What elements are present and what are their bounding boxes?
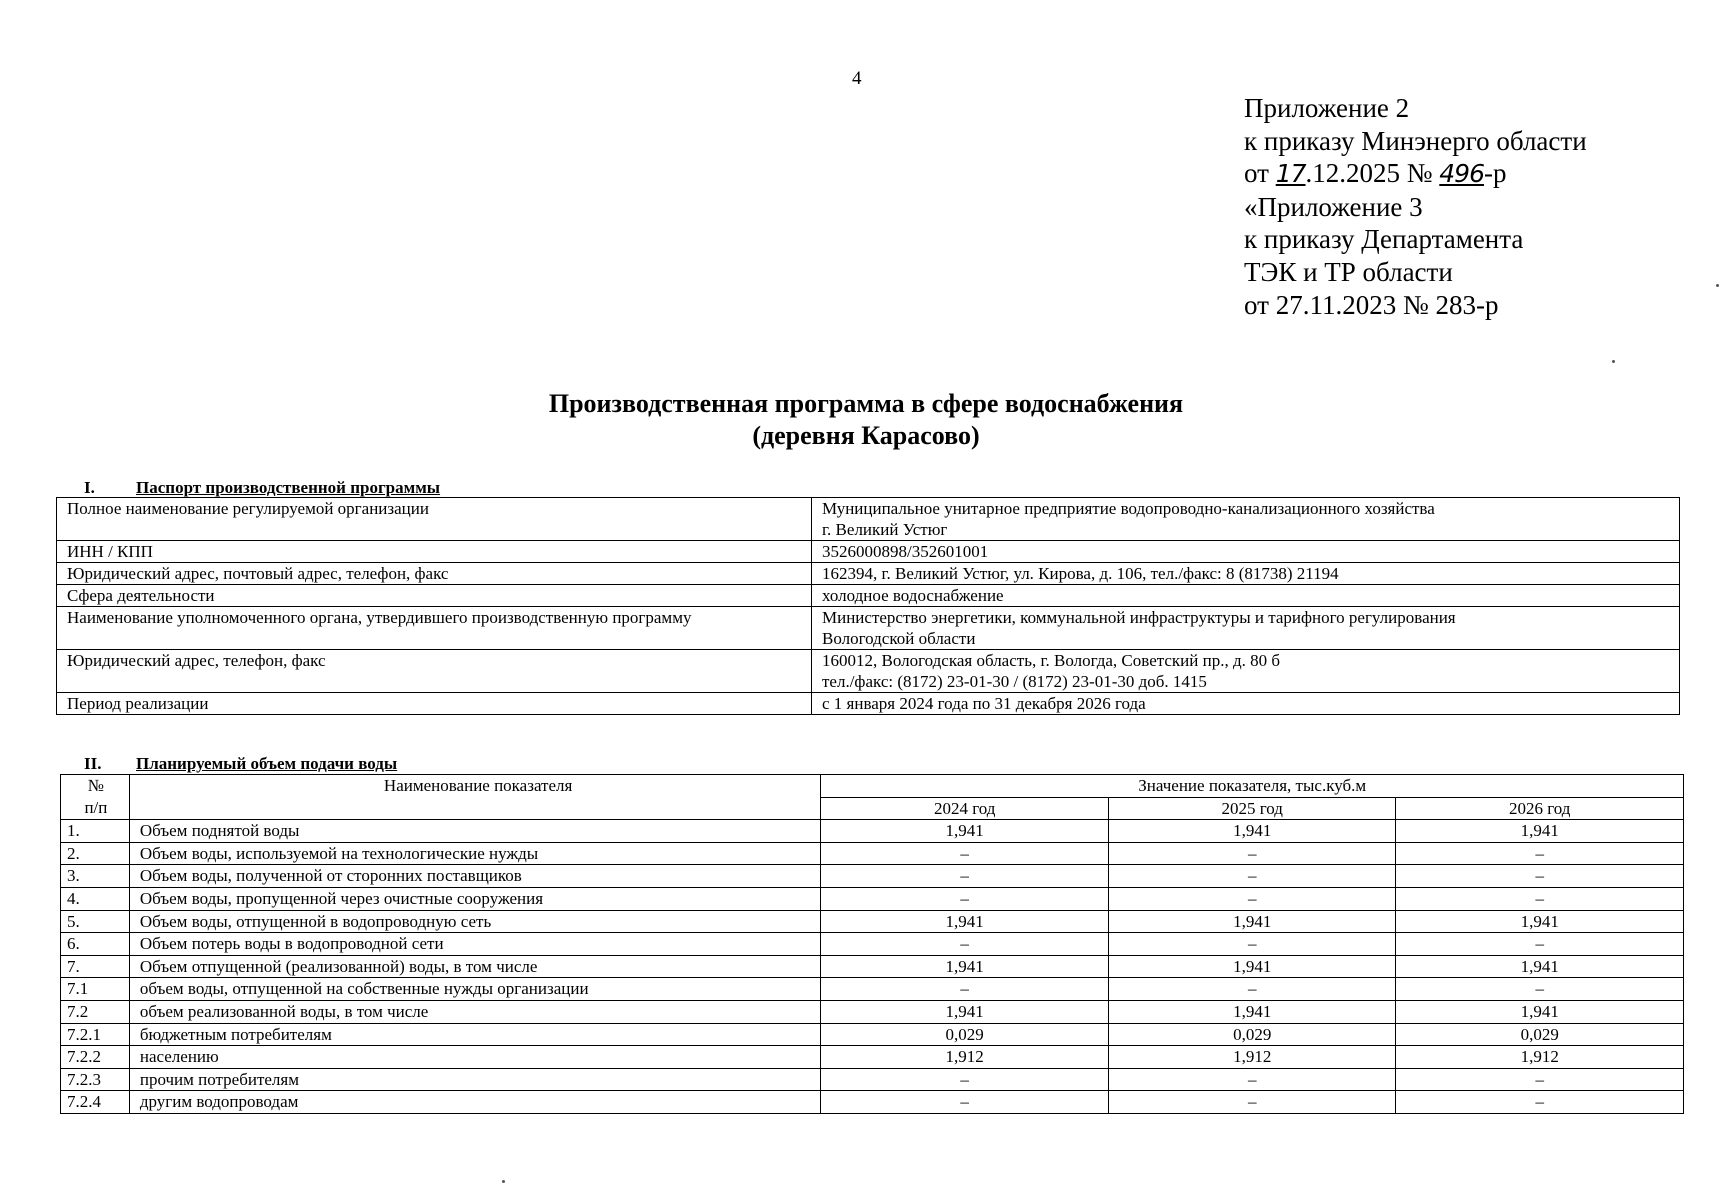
table-row <box>61 1068 1684 1091</box>
value-2026: 1,941 <box>1396 820 1684 843</box>
passport-value <box>812 650 1680 693</box>
passport-label: Наименование уполномоченного органа, утвердившего производственную программу <box>57 607 812 650</box>
value-line: тел./факс: (8172) 23-01-30 / (8172) 23-01-30 доб. 1415 <box>822 672 1207 691</box>
table-row <box>61 955 1684 978</box>
row-name: Объем потерь воды в водопроводной сети <box>129 933 821 956</box>
row-number: 7.1 <box>61 978 130 1001</box>
scan-speck <box>502 1180 505 1183</box>
row-name: бюджетным потребителям <box>129 1023 821 1046</box>
section-2-title: Планируемый объем подачи воды <box>136 754 398 773</box>
header-year: 2025 год <box>1108 797 1396 820</box>
value-2025: – <box>1108 887 1396 910</box>
table-row <box>61 1046 1684 1069</box>
passport-label: ИНН / КПП <box>57 541 812 563</box>
passport-table <box>56 497 1680 715</box>
row-number: 7.2.1 <box>61 1023 130 1046</box>
table-row <box>61 865 1684 888</box>
table-row <box>57 498 1680 541</box>
value-2026: – <box>1396 933 1684 956</box>
section-2-number: II. <box>84 754 102 773</box>
scan-speck <box>1612 360 1615 363</box>
passport-label: Юридический адрес, телефон, факс <box>57 650 812 693</box>
passport-value <box>812 498 1680 541</box>
value-2026: – <box>1396 1068 1684 1091</box>
annex-header <box>1244 92 1587 321</box>
row-number: 1. <box>61 820 130 843</box>
value-2026: 1,941 <box>1396 910 1684 933</box>
row-number: 6. <box>61 933 130 956</box>
table-row <box>61 978 1684 1001</box>
value-2026: – <box>1396 1091 1684 1114</box>
value-2026: – <box>1396 865 1684 888</box>
value-line: Муниципальное унитарное предприятие водопроводно-канализационного хозяйства <box>822 499 1435 518</box>
section-1-number: I. <box>84 478 95 497</box>
header-value: Значение показателя, тыс.куб.м <box>821 775 1684 798</box>
row-number: 4. <box>61 887 130 910</box>
value-2026: 1,941 <box>1396 1000 1684 1023</box>
row-name: Объем отпущенной (реализованной) воды, в том числе <box>129 955 821 978</box>
title-line-2: (деревня Карасово) <box>752 421 980 450</box>
row-number: 7.2.3 <box>61 1068 130 1091</box>
value-2024: 1,941 <box>821 910 1109 933</box>
value-2024: – <box>821 865 1109 888</box>
annex-line: к приказу Минэнерго области <box>1244 125 1587 156</box>
passport-label: Юридический адрес, почтовый адрес, телефон, факс <box>57 563 812 585</box>
section-1-title: Паспорт производственной программы <box>136 478 441 497</box>
value-2025: – <box>1108 842 1396 865</box>
row-number: 3. <box>61 865 130 888</box>
value-2025: – <box>1108 933 1396 956</box>
value-line: 160012, Вологодская область, г. Вологда, Советский пр., д. 80 б <box>822 651 1281 670</box>
table-row <box>57 563 1680 585</box>
section-1-heading <box>84 478 440 498</box>
passport-value: 3526000898/352601001 <box>812 541 1680 563</box>
value-2025: 0,029 <box>1108 1023 1396 1046</box>
table-row <box>61 910 1684 933</box>
value-2026: – <box>1396 978 1684 1001</box>
annex-date-suffix: -р <box>1484 158 1507 189</box>
passport-label: Сфера деятельности <box>57 585 812 607</box>
row-name: Объем поднятой воды <box>129 820 821 843</box>
value-2025: – <box>1108 1091 1396 1114</box>
section-2-heading <box>84 754 397 774</box>
value-2025: – <box>1108 865 1396 888</box>
table-row <box>61 887 1684 910</box>
annex-date-middle: .12.2025 № <box>1305 158 1440 189</box>
annex-date-line <box>1244 157 1587 191</box>
annex-line: Приложение 2 <box>1244 93 1410 123</box>
row-name: населению <box>129 1046 821 1069</box>
value-2024: – <box>821 887 1109 910</box>
annex-line: от 27.11.2023 № 283-р <box>1244 289 1499 320</box>
header-number-line: № <box>87 776 105 795</box>
value-2025: 1,912 <box>1108 1046 1396 1069</box>
annex-line: ТЭК и ТР области <box>1244 256 1453 287</box>
header-number <box>61 775 130 820</box>
table-row <box>57 541 1680 563</box>
value-2025: 1,941 <box>1108 955 1396 978</box>
row-number: 7. <box>61 955 130 978</box>
row-name: прочим потребителям <box>129 1068 821 1091</box>
value-2026: – <box>1396 842 1684 865</box>
page-number: 4 <box>852 68 862 89</box>
row-name: объем воды, отпущенной на собственные нужды организации <box>129 978 821 1001</box>
handwritten-order-number: 496 <box>1439 159 1484 189</box>
value-2024: 1,912 <box>821 1046 1109 1069</box>
value-2025: – <box>1108 1068 1396 1091</box>
value-2025: – <box>1108 978 1396 1001</box>
table-row <box>57 650 1680 693</box>
table-row <box>61 1091 1684 1114</box>
header-indicator-name: Наименование показателя <box>129 775 821 820</box>
value-2024: 1,941 <box>821 820 1109 843</box>
passport-value: холодное водоснабжение <box>812 585 1680 607</box>
value-2024: – <box>821 1068 1109 1091</box>
value-line: г. Великий Устюг <box>822 520 948 539</box>
row-number: 5. <box>61 910 130 933</box>
row-number: 7.2 <box>61 1000 130 1023</box>
value-2026: 1,912 <box>1396 1046 1684 1069</box>
title-line-1: Производственная программа в сфере водоснабжения <box>548 389 1184 418</box>
table-row <box>61 933 1684 956</box>
value-line: Министерство энергетики, коммунальной инфраструктуры и тарифного регулирования <box>822 608 1456 627</box>
water-volume-table <box>60 774 1684 1114</box>
passport-label: Период реализации <box>57 693 812 715</box>
row-number: 2. <box>61 842 130 865</box>
handwritten-day: 17 <box>1275 159 1306 189</box>
row-number: 7.2.4 <box>61 1091 130 1114</box>
table-row <box>61 820 1684 843</box>
value-2024: – <box>821 1091 1109 1114</box>
value-2025: 1,941 <box>1108 910 1396 933</box>
passport-value: с 1 января 2024 года по 31 декабря 2026 года <box>812 693 1680 715</box>
scan-speck <box>1716 284 1719 287</box>
value-2026: 1,941 <box>1396 955 1684 978</box>
header-year: 2024 год <box>821 797 1109 820</box>
table-row <box>61 842 1684 865</box>
value-2024: – <box>821 842 1109 865</box>
passport-value: 162394, г. Великий Устюг, ул. Кирова, д. 106, тел./факс: 8 (81738) 21194 <box>812 563 1680 585</box>
value-2024: 1,941 <box>821 1000 1109 1023</box>
value-2024: – <box>821 978 1109 1001</box>
value-2024: 1,941 <box>821 955 1109 978</box>
value-2025: 1,941 <box>1108 820 1396 843</box>
row-name: объем реализованной воды, в том числе <box>129 1000 821 1023</box>
passport-value <box>812 607 1680 650</box>
row-name: другим водопроводам <box>129 1091 821 1114</box>
header-year: 2026 год <box>1396 797 1684 820</box>
passport-label: Полное наименование регулируемой организации <box>57 498 812 541</box>
row-name: Объем воды, пропущенной через очистные сооружения <box>129 887 821 910</box>
value-2026: – <box>1396 887 1684 910</box>
value-2024: 0,029 <box>821 1023 1109 1046</box>
annex-date-prefix: от <box>1244 158 1276 189</box>
table-row <box>57 693 1680 715</box>
table-row <box>61 1023 1684 1046</box>
header-number-line: п/п <box>84 797 108 817</box>
row-name: Объем воды, используемой на технологические нужды <box>129 842 821 865</box>
table-row <box>61 1000 1684 1023</box>
annex-line: к приказу Департамента <box>1244 224 1524 255</box>
value-2026: 0,029 <box>1396 1023 1684 1046</box>
row-number: 7.2.2 <box>61 1046 130 1069</box>
row-name: Объем воды, отпущенной в водопроводную сеть <box>129 910 821 933</box>
document-title <box>0 388 1732 452</box>
value-2024: – <box>821 933 1109 956</box>
value-2025: 1,941 <box>1108 1000 1396 1023</box>
value-line: Вологодской области <box>822 629 976 648</box>
table-row <box>57 607 1680 650</box>
table-header-row <box>61 775 1684 798</box>
row-name: Объем воды, полученной от сторонних поставщиков <box>129 865 821 888</box>
annex-line: «Приложение 3 <box>1244 191 1423 222</box>
table-row <box>57 585 1680 607</box>
